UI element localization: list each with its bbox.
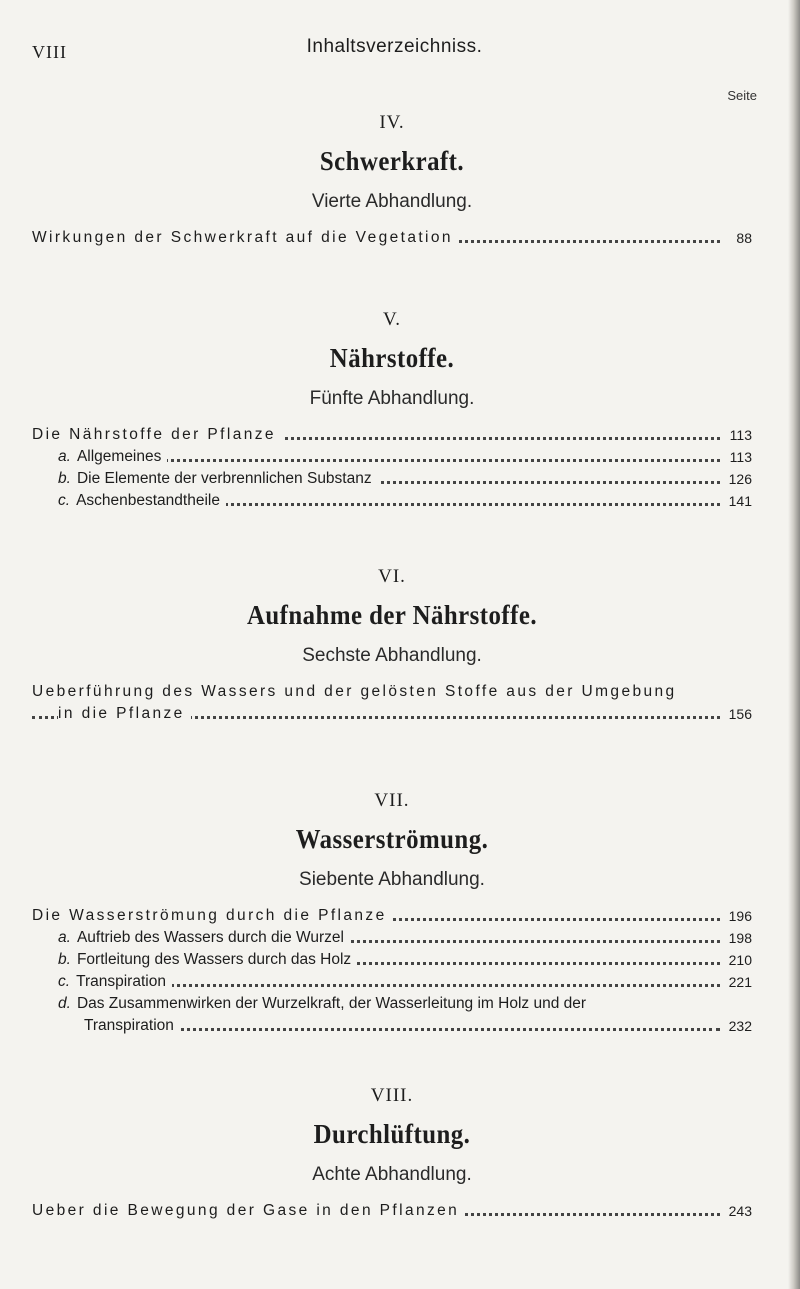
section-numeral: V. [382,309,402,330]
toc-subentry[interactable] [32,993,752,1015]
section-iv [32,112,752,249]
toc-entry-page: 198 [723,927,752,949]
toc-entries [32,1200,752,1222]
toc-entry-text: Die Elemente der verbrennlichen Substanz [76,470,372,487]
section-title: Durchlüftung. [313,1119,471,1149]
section-vi [32,566,752,725]
toc-entry-page: 221 [723,971,752,993]
section-subtitle: Siebente Abhandlung. [299,869,485,890]
toc-entries [32,227,752,249]
toc-entry-text: Auftrieb des Wassers durch die Wurzel [76,929,344,946]
subentry-label: b. [58,470,71,487]
running-head [32,36,757,103]
subentry-label: b. [58,951,71,968]
section-title: Wasserströmung. [295,824,489,854]
toc-entry-text: Ueber die Bewegung der Gase in den Pflanzen [32,1202,465,1219]
toc-entry-page: 243 [723,1200,752,1222]
toc-entry-text: Das Zusammenwirken der Wurzelkraft, der Wasserleitung im Holz und der [76,995,587,1012]
section-title: Schwerkraft. [319,146,465,176]
section-viii [32,1085,752,1222]
toc-entry-page: 141 [723,490,752,512]
toc-entry-page: 113 [724,446,752,468]
toc-entry[interactable] [32,681,752,703]
section-numeral: IV. [379,112,405,133]
toc-subentry[interactable] [32,949,752,971]
section-title: Aufnahme der Nährstoffe. [246,600,538,630]
toc-entries [32,424,752,512]
toc-subentry[interactable] [32,446,752,468]
toc-entry-text: Die Wasserströmung durch die Pflanze [32,907,393,924]
toc-entry-page: 88 [730,227,752,249]
page-folio: VIII [32,42,67,62]
subentry-label: a. [58,929,71,946]
section-v [32,309,752,512]
toc-entry-continuation[interactable] [32,703,752,725]
toc-entry-text: Fortleitung des Wassers durch das Holz [76,951,352,968]
subentry-label: a. [58,448,71,465]
toc-entry-text: Transpiration [84,1017,180,1034]
section-numeral: VII. [374,790,410,811]
toc-entries [32,905,752,1037]
subentry-label: d. [58,995,71,1012]
section-numeral: VI. [378,566,406,587]
toc-subentry-continuation[interactable] [32,1015,752,1037]
toc-entry-page: 210 [723,949,752,971]
toc-entry-text: in die Pflanze [58,705,191,722]
subentry-label: c. [58,973,71,990]
toc-entry-text: Aschenbestandtheile [76,492,220,509]
toc-entry[interactable] [32,424,752,446]
toc-entry-text: Die Nährstoffe der Pflanze [32,426,282,443]
section-subtitle: Achte Abhandlung. [312,1164,472,1185]
section-numeral: VIII. [370,1085,414,1106]
running-title: Inhaltsverzeichniss. [306,36,483,57]
toc-entry-page: 156 [723,703,752,725]
section-vii [32,790,752,1037]
toc-entry-text: Transpiration [76,973,166,990]
toc-subentry[interactable] [32,927,752,949]
toc-entry-text: Allgemeines [76,448,162,465]
section-subtitle: Sechste Abhandlung. [302,645,482,666]
toc-entry-page: 196 [723,905,752,927]
section-subtitle: Vierte Abhandlung. [311,191,473,212]
toc-subentry[interactable] [32,971,752,993]
toc-entry[interactable] [32,227,752,249]
scan-edge [788,0,800,1289]
toc-entry[interactable] [32,1200,752,1222]
section-title: Nährstoffe. [329,343,455,373]
section-subtitle: Fünfte Abhandlung. [309,388,475,409]
page-column-label: Seite [727,88,757,103]
toc-subentry[interactable] [32,490,752,512]
toc-entry-page: 126 [723,468,752,490]
toc-entry-text: Ueberführung des Wassers und der gelösten Stoffe aus der Umgebung [32,683,683,700]
toc-entry-text: Wirkungen der Schwerkraft auf die Vegetation [32,229,459,246]
toc-entries [32,681,752,725]
toc-entry-page: 232 [723,1015,752,1037]
toc-entry[interactable] [32,905,752,927]
toc-entry-page: 113 [724,424,752,446]
subentry-label: c. [58,492,71,509]
toc-subentry[interactable] [32,468,752,490]
